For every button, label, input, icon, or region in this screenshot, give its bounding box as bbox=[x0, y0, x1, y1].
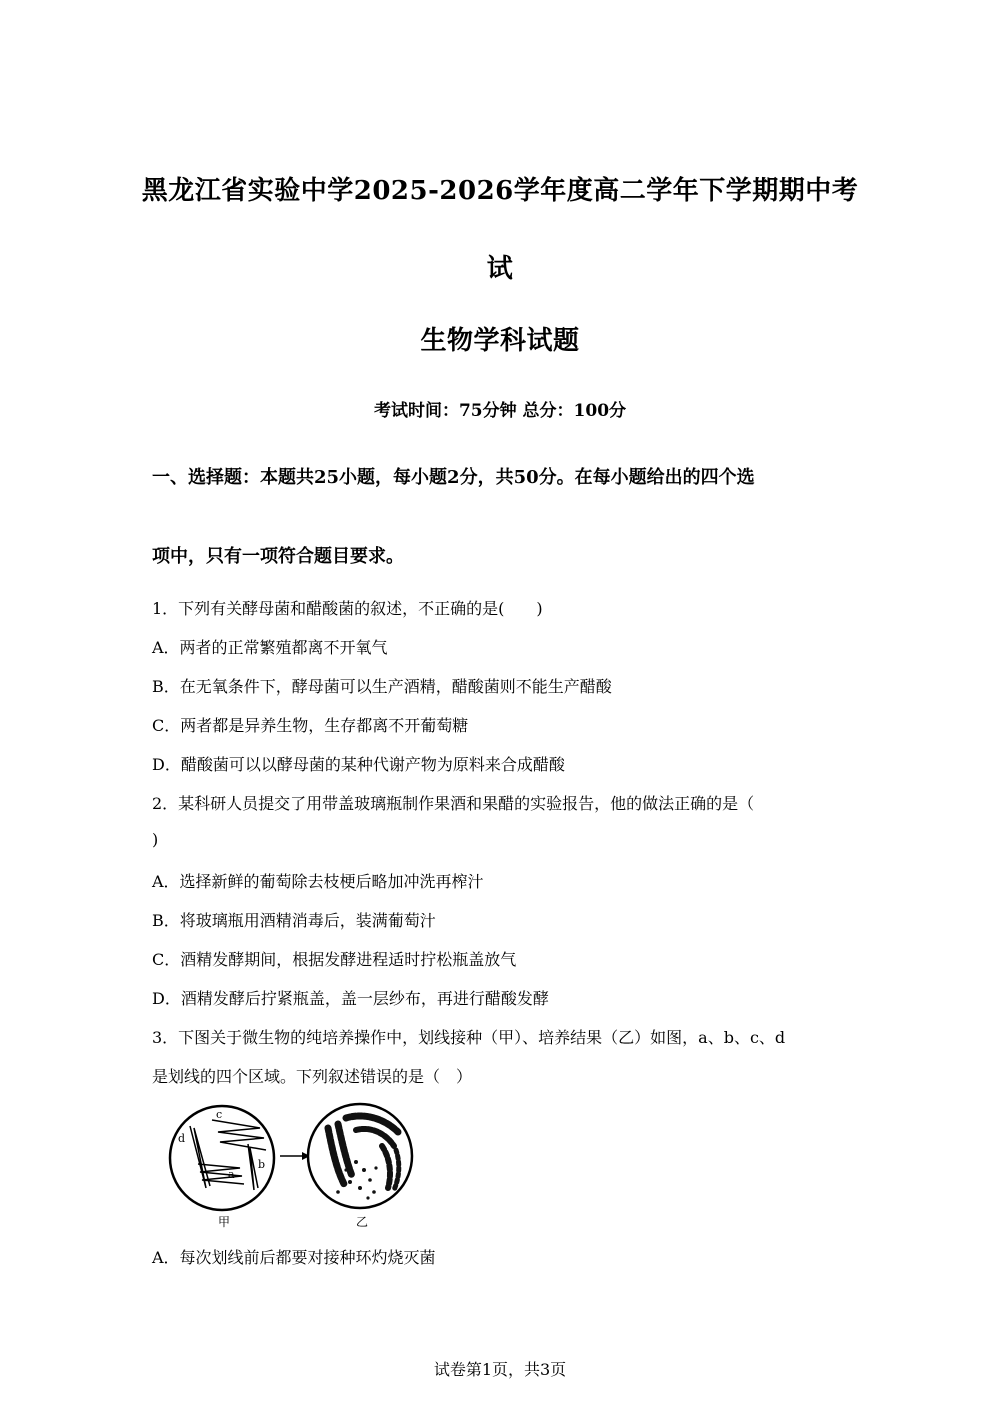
question-1-option-c: C．两者都是异养生物，生存都离不开葡萄糖 bbox=[152, 716, 469, 735]
title-line-2: 试 bbox=[486, 254, 514, 284]
question-1-stem: 1．下列有关酵母菌和醋酸菌的叙述，不正确的是( ) bbox=[152, 599, 543, 618]
question-3-stem-line-1: 3．下图关于微生物的纯培养操作中，划线接种（甲）、培养结果（乙）如图，a、b、c、d bbox=[152, 1028, 786, 1047]
page-footer: 试卷第1页，共3页 bbox=[433, 1360, 567, 1379]
question-3-option-a: A．每次划线前后都要对接种环灼烧灭菌 bbox=[152, 1248, 436, 1267]
question-2-stem-line-2: ) bbox=[152, 830, 159, 849]
section-heading-line-2: 项中，只有一项符合题目要求。 bbox=[152, 546, 404, 567]
streak-plate-figure bbox=[160, 1098, 430, 1233]
question-2-stem-line-1: 2．某科研人员提交了用带盖玻璃瓶制作果酒和果醋的实验报告，他的做法正确的是（ bbox=[152, 794, 755, 813]
figure-label-jia: 甲 bbox=[218, 1215, 231, 1229]
question-1-option-d: D．醋酸菌可以以酵母菌的某种代谢产物为原料来合成醋酸 bbox=[152, 755, 565, 774]
question-2-option-d: D．酒精发酵后拧紧瓶盖，盖一层纱布，再进行醋酸发酵 bbox=[152, 989, 549, 1008]
region-label-b: b bbox=[258, 1158, 266, 1171]
question-1-option-b: B．在无氧条件下，酵母菌可以生产酒精，醋酸菌则不能生产醋酸 bbox=[152, 677, 612, 696]
region-label-c: c bbox=[216, 1108, 223, 1121]
question-2-option-b: B．将玻璃瓶用酒精消毒后，装满葡萄汁 bbox=[152, 911, 436, 930]
streak-plate-jia bbox=[170, 1106, 274, 1210]
question-3-stem-line-2: 是划线的四个区域。下列叙述错误的是（ ） bbox=[152, 1067, 473, 1086]
region-label-d: d bbox=[178, 1132, 186, 1145]
question-1-option-a: A．两者的正常繁殖都离不开氧气 bbox=[152, 638, 388, 657]
title-line-1: 黑龙江省实验中学2025-2026学年度高二学年下学期期中考 bbox=[141, 176, 859, 206]
exam-info: 考试时间：75分钟 总分：100分 bbox=[373, 401, 627, 421]
question-2-option-a: A．选择新鲜的葡萄除去枝梗后略加冲洗再榨汁 bbox=[152, 872, 484, 891]
section-heading-line-1: 一、选择题：本题共25小题，每小题2分，共50分。在每小题给出的四个选 bbox=[152, 467, 755, 488]
question-2-option-c: C．酒精发酵期间，根据发酵进程适时拧松瓶盖放气 bbox=[152, 950, 517, 969]
subtitle: 生物学科试题 bbox=[420, 326, 580, 356]
region-label-a: a bbox=[228, 1168, 235, 1181]
culture-plate-yi bbox=[308, 1104, 412, 1208]
arrow-right-icon bbox=[280, 1152, 310, 1160]
figure-label-yi: 乙 bbox=[356, 1215, 369, 1229]
